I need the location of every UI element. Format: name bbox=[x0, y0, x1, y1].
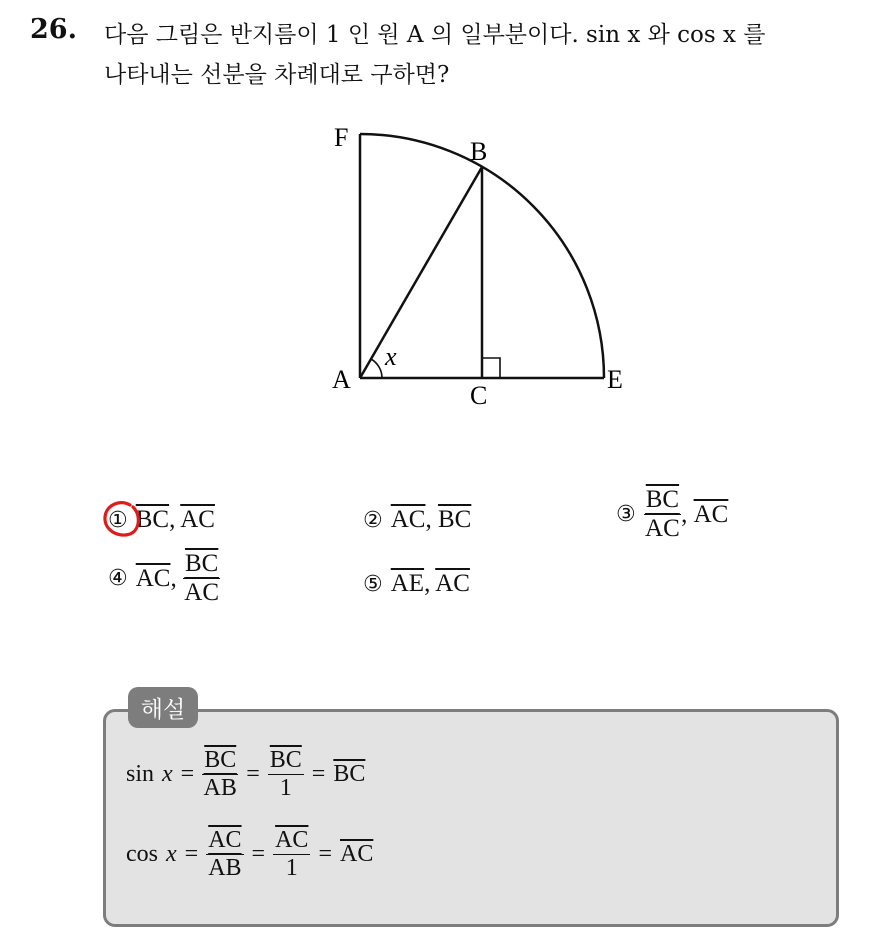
choice-1-marker: ① bbox=[108, 508, 128, 533]
choice-3-fraction bbox=[644, 487, 681, 543]
choice-3-frac-num: $\overline{BC}$ bbox=[644, 487, 681, 515]
sin-fn: sin bbox=[126, 761, 155, 788]
question-number: 26. bbox=[30, 14, 77, 45]
sin-var: x bbox=[162, 761, 173, 788]
choice-4-head: $\overline{AC}$ bbox=[135, 564, 171, 592]
cos-var: x bbox=[166, 841, 177, 868]
choice-1-part2: $\overline{AC}$ bbox=[180, 506, 215, 533]
explanation-box bbox=[103, 709, 839, 927]
question-text-line1: 다음 그림은 반지름이 1 인 원 A 의 일부분이다. sin x 와 cos x 를 bbox=[104, 22, 766, 48]
choice-3-tail: $\overline{AC}$ bbox=[693, 500, 729, 528]
quarter-circle-figure bbox=[0, 0, 884, 460]
choice-3-frac-den: AC bbox=[645, 515, 680, 543]
label-angle-x: x bbox=[385, 342, 397, 371]
choice-4-frac-den: AC bbox=[184, 579, 220, 607]
label-F: F bbox=[334, 123, 349, 152]
choice-3[interactable]: ③ $\frac{\overline{BC}}{AC}$ , $\overline{AC}$ bbox=[616, 486, 729, 543]
equals-sign: = bbox=[318, 841, 332, 868]
cos-result: $\overline{AC}$ bbox=[339, 841, 374, 868]
label-A: A bbox=[332, 365, 351, 394]
choice-2-marker: ② bbox=[363, 508, 383, 533]
segment-AB bbox=[360, 167, 482, 378]
label-C: C bbox=[470, 381, 488, 410]
choice-5-marker: ⑤ bbox=[363, 572, 383, 597]
label-E: E bbox=[607, 365, 623, 394]
question-text-line2: 나타내는 선분을 차례대로 구하면? bbox=[104, 62, 450, 88]
label-B: B bbox=[470, 137, 488, 166]
explanation-tag: 해설 bbox=[128, 687, 198, 728]
choice-5-part1: $\overline{AE}$ bbox=[390, 570, 425, 597]
sin-frac1-den: AB bbox=[203, 775, 237, 802]
cos-frac2-den: 1 bbox=[285, 855, 298, 882]
choice-1-part1: $\overline{BC}$ bbox=[135, 506, 170, 533]
choice-2-part1: $\overline{AC}$ bbox=[390, 506, 426, 533]
angle-arc-x bbox=[371, 359, 382, 378]
selection-circle-mark bbox=[100, 497, 144, 541]
equals-sign: = bbox=[180, 761, 195, 788]
equals-sign: = bbox=[246, 761, 260, 788]
right-angle-mark bbox=[482, 358, 500, 378]
choice-2-part2: $\overline{BC}$ bbox=[437, 506, 472, 533]
choice-4[interactable]: ④ $\overline{AC}$ , $\frac{\overline{BC}}{AC}$ bbox=[108, 550, 220, 607]
sin-frac2 bbox=[268, 748, 304, 801]
choice-5[interactable]: ⑤ $\overline{AE}$, $\overline{AC}$ bbox=[363, 570, 470, 597]
choice-3-marker: ③ bbox=[616, 502, 636, 528]
choice-4-frac-num: $\overline{BC}$ bbox=[183, 551, 220, 579]
sin-frac1-num: $\overline{BC}$ bbox=[202, 748, 238, 775]
cos-fn: cos bbox=[126, 841, 158, 868]
choice-5-part2: $\overline{AC}$ bbox=[435, 570, 470, 597]
explanation-line-sin bbox=[126, 748, 365, 801]
cos-frac1-num: $\overline{AC}$ bbox=[206, 828, 243, 855]
choice-4-fraction bbox=[183, 551, 220, 607]
equals-sign: = bbox=[184, 841, 199, 868]
cos-frac2-num: $\overline{AC}$ bbox=[273, 828, 310, 855]
choice-4-marker: ④ bbox=[108, 566, 128, 592]
sin-result: $\overline{BC}$ bbox=[333, 761, 366, 788]
sin-frac1 bbox=[202, 748, 238, 801]
cos-frac2 bbox=[273, 828, 310, 881]
sin-frac2-num: $\overline{BC}$ bbox=[268, 748, 304, 775]
cos-frac1-den: AB bbox=[208, 855, 242, 882]
choice-1[interactable]: ① $\overline{BC}$, $\overline{AC}$ bbox=[108, 506, 215, 533]
equals-sign: = bbox=[311, 761, 326, 788]
choice-2[interactable]: ② $\overline{AC}$, $\overline{BC}$ bbox=[363, 506, 472, 533]
cos-frac1 bbox=[206, 828, 243, 881]
explanation-line-cos bbox=[126, 828, 373, 881]
equals-sign: = bbox=[251, 841, 266, 868]
sin-frac2-den: 1 bbox=[279, 775, 292, 802]
